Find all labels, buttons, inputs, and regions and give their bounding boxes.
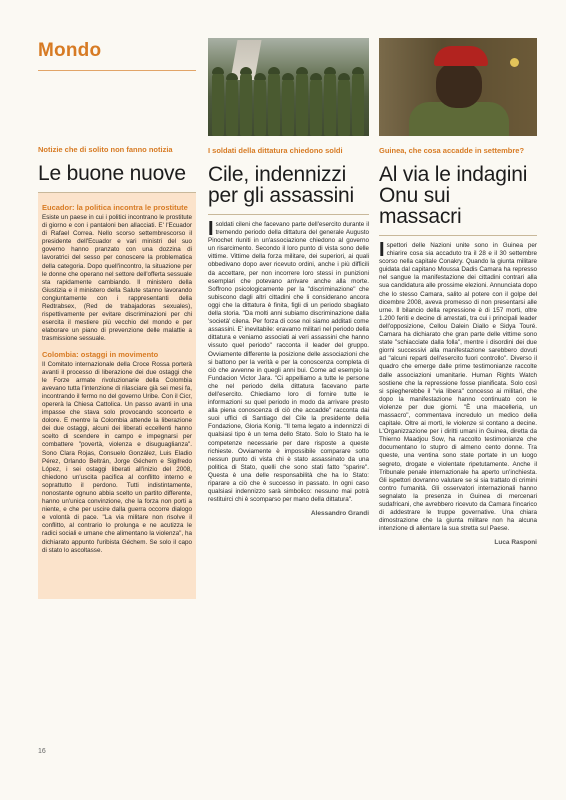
right-kicker: Guinea, che cosa accadde in settembre? <box>379 146 525 155</box>
left-kicker: Notizie che di solito non fanno notizia <box>38 145 173 154</box>
helmet-shape <box>338 73 350 80</box>
helmet-shape <box>254 73 266 80</box>
soldier-figure <box>352 72 364 136</box>
spacer <box>38 71 196 135</box>
helmet-shape <box>310 73 322 80</box>
middle-headline: Cile, indennizzi per gli assassini <box>208 163 354 207</box>
officer-photo <box>379 38 537 136</box>
face-shape <box>436 62 482 108</box>
item-text: Il Comitato internazionale della Croce Rossa porterà avanti il processo di liberazione dei due ostaggi che le Forze armate rivoluzionarie della Colombia avevano tutta l'intenzione di rilasciare già sei mesi fa, incontrando il fermo no del governo Uribe. Con il Cicr, opererà la Chiesa Cattolica. Un passo avanti in una impasse che stava solo provocando sconcerto e dolore. E mentre la Colombia attende la liberazione dei due ostaggi, alcuni dei liberati eccellenti hanno scelto di scendere in campo e impegnarsi per combattere "povertà, violenza e disuguaglianza". Sono Clara Rojas, Consuelo González, Luis Eladio Pérez, Orlando Beltrán, Jorge Géchem e Sigifredo López, i sei ostaggi liberati all'inizio del 2008, chiedono un'uscita pacifica al conflitto interno e soprattutto il perdono. Tutti indistintamente, nonostante ognuno abbia scelto un partito differente, hanno un'unica convinzione, che la forza non porti a niente, e che per uscire dalla guerra occorre dialogo e volontà di pace. "La via militare non risolve il conflitto, al contrario lo prolunga e ne acutizza le radici sociali e umane che alimentano la violenza", ha dichiarato appunto l'uribista Géchem. Se solo il capo di stato lo ascoltasse. <box>42 360 192 554</box>
middle-article-text: Isoldati cileni che facevano parte dell'esercito durante il tremendo periodo della dittatura del generale Augusto Pinochet riuniti in un'associazione chiedono al governo un risarcimento. Secondo il loro punto di vista sono delle vittime. Vittime della forza militare, dei superiori, ai quali obbedivano dopo aver ricevuto ordini, anche i più difficili da accettare, per non incorrere loro stessi in punizioni esemplari che potevano arrivare anche alla morte. Soffrono psicologicamente per la "discriminazione" che subiscono dagli altri cittadini che li considerano ancora oggi che la dittatura è finita, figli di un periodo sbagliato della storia. "Da molti anni subiamo discriminazione dalla 'società' cilena. Per forza di cose noi siamo additati come assassini. E' inevitabile: eravamo militari nel periodo della dittatura e veniamo associati ai veri assassini che hanno vissuto quel periodo" racconta il leader del gruppo. Ovviamente differente la posizione delle associazioni che si battono per la verità e per la conoscenza completa di ciò che avvenne in quegli anni bui. Come ad esempio la Fundacion Victor Jara. "Ci appelliamo a tutte le persone che nel periodo della dittatura facevano parte dell'esercito. Chiediamo loro di fornire tutte le informazioni su quel periodo in modo da arrivare presto alla piena conoscenza di ciò che accadde" racconta dai suoi uffici di Santiago del Cile la presidente della Fondazione, Gloria Konig. "Il tema legato a indennizzi di qualsiasi tipo è un tema dello Stato. Solo lo Stato ha le competenze necessarie per dare risposte a queste richieste. Ovviamente è impossibile comparare sotto nessun punto di vista chi è stato assassinato da una politica di Stato, quelli che sono stati fatto "sparire". Questa è una delle responsabilità che ha lo Stato: riparare a ciò che è successo in passato. In ogni caso qualsiasi indennizzo sarà simbolico: nessuno mai potrà restituirci chi è scomparso per mano della dittatura". <box>208 218 369 504</box>
soldier-figure <box>240 72 252 136</box>
middle-byline: Alessandro Grandi <box>310 510 369 518</box>
helmet-shape <box>282 73 294 80</box>
soldier-figure <box>296 72 308 136</box>
beret-shape <box>434 46 488 66</box>
left-headline: Le buone nuove <box>38 162 186 185</box>
soldier-figure <box>268 72 280 136</box>
soldier-figure <box>254 78 266 136</box>
section-title: Mondo <box>38 40 102 61</box>
soldier-figure <box>310 78 322 136</box>
item-text: Esiste un paese in cui i politici incontrano le prostitute di giorno e con i pantaloni ben allacciati. E' l'Ecuador di Rafael Correa. Nello scorso settembrescorso il presidente dell'Ecuador e vari ministri del suo governo hanno pranzato con una dozzina di lavoratrici del sesso per conoscere la problematica della categoria. Dopo quell'incontro, la situazione per le donne che operano nel settore dell'offerta sessuale sta rapidamente cambiando. Il ministero della Giustizia e il ministero della Salute stanno lavorando congiuntamente con i rappresentanti della Redtrabsex, (Red de trabajadoras sexuales), rispettivamente per evitare discriminazioni per chi esercita il mestiere più vecchio del mondo e per elaborare un piano di prevenzione delle malattie a trasmissione sessuale. <box>42 214 192 343</box>
middle-kicker: I soldati della dittatura chiedono soldi <box>208 146 343 155</box>
badge-shape <box>510 58 519 67</box>
middle-column <box>208 38 369 517</box>
soldier-figure <box>338 78 350 136</box>
helmet-shape <box>268 67 280 74</box>
helmet-shape <box>226 73 238 80</box>
helmet-shape <box>324 67 336 74</box>
soldier-figure <box>226 78 238 136</box>
soldiers-photo <box>208 38 369 136</box>
helmet-shape <box>352 67 364 74</box>
helmet-shape <box>240 67 252 74</box>
soldier-figure <box>324 72 336 136</box>
headline-rule <box>379 235 537 236</box>
soldier-figure <box>212 72 224 136</box>
right-headline: Al via le indagini Onu sui massacri <box>379 163 528 228</box>
right-byline: Luca Rasponi <box>494 539 537 547</box>
item-subhead: Colombia: ostaggi in movimento <box>42 349 159 359</box>
item-subhead: Eucador: la politica incontra le prostitute <box>42 203 188 212</box>
left-column <box>38 38 196 599</box>
right-article-text: Ispettori delle Nazioni unite sono in Guinea per chiarire cosa sia accaduto tra il 28 e il 30 settembre scorso nella capitale Conakry. Quando la giunta militare guidata dal capitano Moussa Dadis Camara ha represso nel sangue la manifestazione dei cittadini contrari alla sua candidatura alle prossime elezioni. Annunciata dopo che lo stesso Camara, salito al potere con il golpe del dicembre 2008, aveva promesso di non presentarsi alle urne. Il bilancio della repressione è di 157 morti, oltre 1.200 feriti e decine di arrestati, tra cui i principali leader dell'opposizione, Cellou Dalein Diallo e Sidya Touré. Camara ha dichiarato che gran parte delle vittime sono state "schiacciate dalla folla", mentre i disordini dei due giorni successivi alla manifestazione sarebbero dovuti ad "alcuni reparti dell'esercito fuori controllo". Diverso il quadro che emerge dalle prime testimonianze raccolte dalle associazioni umanitarie. Human Rights Watch sostiene che la repressione fosse pianificata. Solo così si spiegherebbe il "via libera" concesso ai militari, che dopo la manifestazione hanno continuato con le violenze per due giorni. "È una macelleria, un massacro", commentava incredulo un medico della capitale. Oltre ai morti, le violenze si contano a decine. L'Organizzazione per i diritti umani in Guinea, diretta da Thierno Maadjou Sow, ha raccolto testimonianze che documentano lo stupro di almeno cento donne. Tra queste, una ventina sono state portate in un luogo segreto, drogate e violentate ripetutamente. Anche il Tribunale penale internazionale ha aperto un'inchiesta. Gli ispettori dovranno valutare se si sia trattato di crimini contro l'umanità. Gli osservatori internazionali hanno segnalato la presenza in Guinea di mercenari sudafricani, che avrebbero ricevuto da Camara l'incarico di addestrare le truppe governative. Una chiara dimostrazione che la giunta militare non ha alcuna intenzione di allentare la sua stretta sul Paese. <box>379 239 537 533</box>
headline-rule <box>208 214 369 215</box>
helmet-shape <box>212 67 224 74</box>
news-box <box>38 193 196 599</box>
helmet-shape <box>296 67 308 74</box>
page-number: 16 <box>38 748 46 755</box>
right-column <box>379 38 537 546</box>
soldier-figure <box>282 78 294 136</box>
